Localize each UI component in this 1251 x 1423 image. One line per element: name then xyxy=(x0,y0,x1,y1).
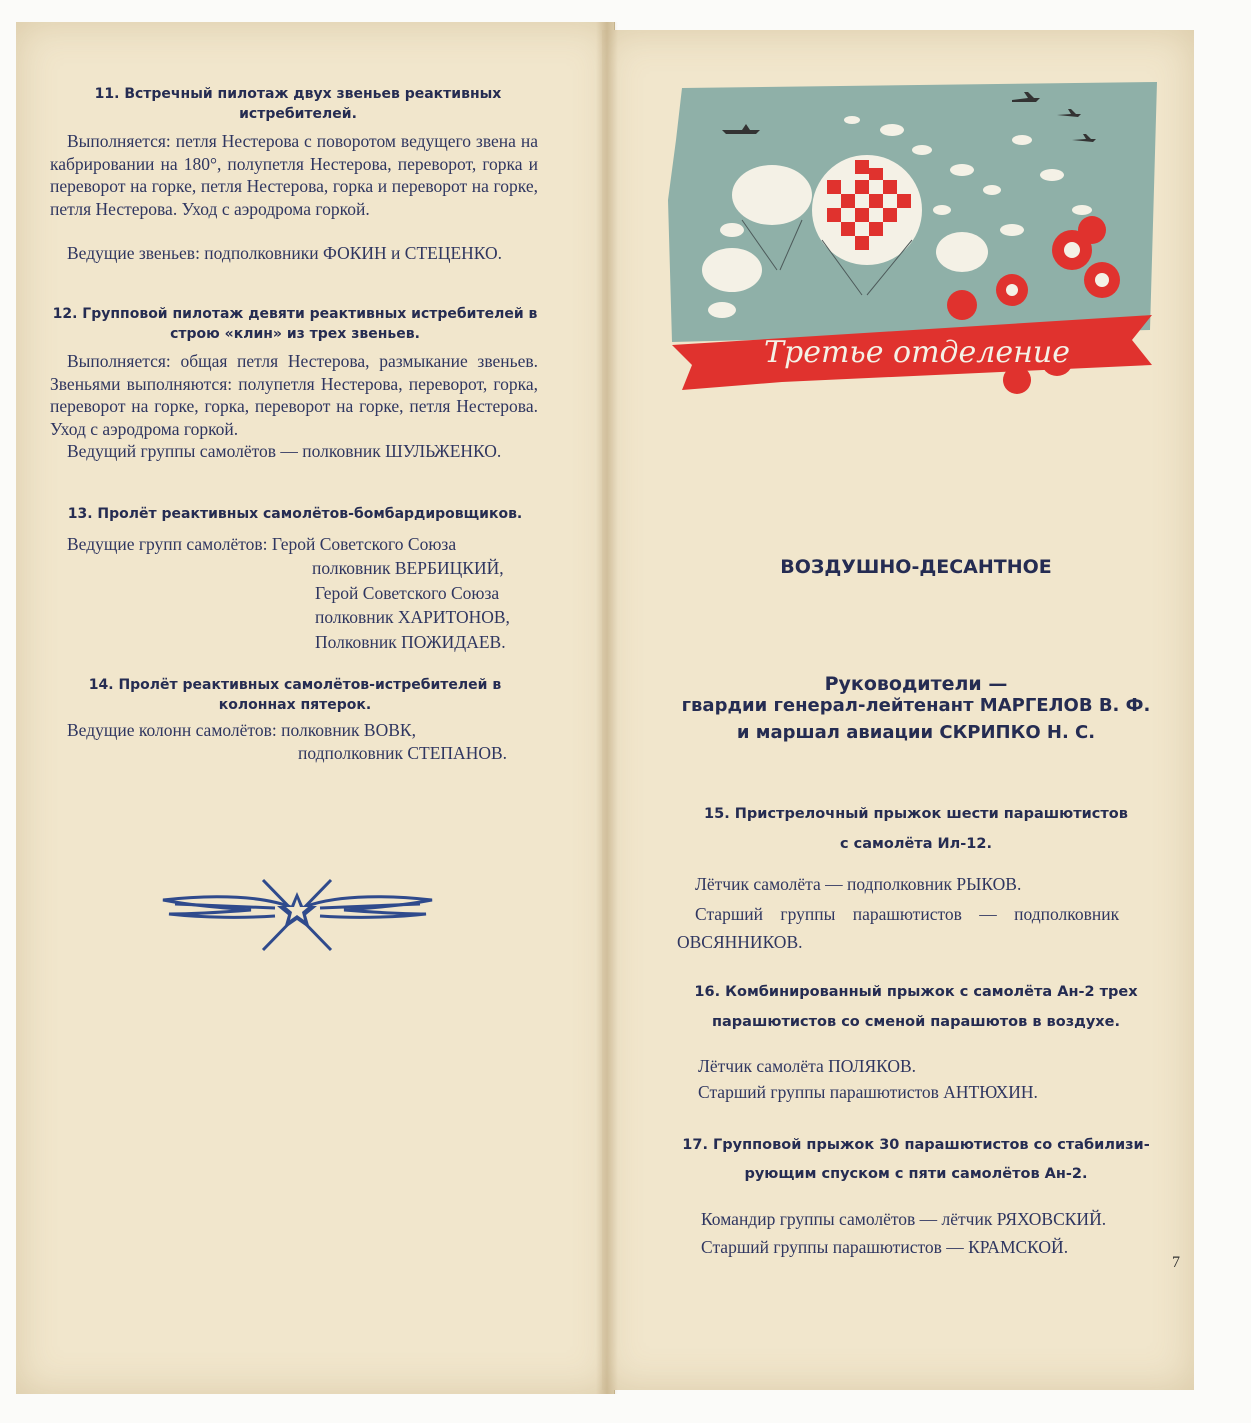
section-14-title: 14. Пролёт реактивных самолётов-истребителей в колоннах пятерок. xyxy=(88,677,502,713)
air-force-emblem-icon xyxy=(155,868,440,958)
section-14-line: Ведущие колонн самолётов: полковник ВОВК, xyxy=(67,720,416,740)
section-14-line: подполковник СТЕПАНОВ. xyxy=(298,743,508,763)
section-17-line: Командир группы самолётов — лётчик РЯХОВСКИЙ. xyxy=(701,1209,1107,1229)
section-17-line: Старший группы парашютистов — КРАМСКОЙ. xyxy=(701,1237,1069,1257)
section-17-title: 17. Групповой прыжок 30 парашютистов со стабилизи- xyxy=(682,1137,1150,1153)
leaders-label: Руководители — xyxy=(824,673,1008,695)
section-16-title: 16. Комбинированный прыжок с самолёта Ан-2 трех xyxy=(694,984,1138,1000)
page-number: 7 xyxy=(1172,1254,1180,1271)
section-16-line: Старший группы парашютистов АНТЮХИН. xyxy=(698,1082,1038,1102)
section-15-line: Старший группы парашютистов — подполковник xyxy=(695,904,1120,924)
section-11-body: Выполняется: петля Нестерова с поворотом ведущего звена на кабрировании на 180°, полупетля Нестерова, переворот, горка и переворот на горке, петля Нестерова, горка и переворот на горке, петля Нестерова. Уход с аэродрома горкой. xyxy=(50,131,538,219)
section-12-body: Выполняется: общая петля Нестерова, размыкание звеньев. Звеньями выполняются: полупетля Нестерова, переворот, горка, переворот на горке, горка, переворот на горке, петля Нестерова. Уход с аэродрома горкой. xyxy=(50,351,538,439)
section-16-title: парашютистов со сменой парашютов в воздухе. xyxy=(712,1014,1120,1030)
section-13-title: 13. Пролёт реактивных самолётов-бомбардировщиков. xyxy=(67,506,523,522)
section-11-title: 11. Встречный пилотаж двух звеньев реактивных истребителей. xyxy=(94,86,502,122)
book-spine xyxy=(596,22,618,1394)
division-title: ВОЗДУШНО-ДЕСАНТНОЕ xyxy=(780,556,1052,578)
section-15-title: с самолёта Ил-12. xyxy=(840,836,992,852)
leader-1: гвардии генерал-лейтенант МАРГЕЛОВ В. Ф. xyxy=(681,695,1151,716)
banner-title: Третье отделение xyxy=(763,335,1071,370)
section-13-line: Ведущие групп самолётов: Герой Советского Союза xyxy=(67,534,457,554)
section-13-line: полковник ВЕРБИЦКИЙ, xyxy=(312,558,504,578)
section-15-line: ОВСЯННИКОВ. xyxy=(677,932,803,952)
section-12-title: 12. Групповой пилотаж девяти реактивных истребителей в строю «клин» из трех звеньев. xyxy=(52,306,538,342)
section-15-title: 15. Пристрелочный прыжок шести парашютистов xyxy=(704,806,1128,822)
parachute-illustration xyxy=(662,80,1162,410)
section-11-leaders: Ведущие звеньев: подполковники ФОКИН и СТЕЦЕНКО. xyxy=(67,243,503,263)
section-13-line: Герой Советского Союза xyxy=(315,583,500,603)
section-15-line: Лётчик самолёта — подполковник РЫКОВ. xyxy=(695,874,1022,894)
section-16-line: Лётчик самолёта ПОЛЯКОВ. xyxy=(698,1056,917,1076)
section-12-leaders: Ведущий группы самолётов — полковник ШУЛЬЖЕНКО. xyxy=(67,441,502,461)
section-13-line: Полковник ПОЖИДАЕВ. xyxy=(315,632,506,652)
section-13-line: полковник ХАРИТОНОВ, xyxy=(315,607,510,627)
section-17-title: рующим спуском с пяти самолётов Ан-2. xyxy=(744,1166,1088,1182)
leader-2: и маршал авиации СКРИПКО Н. С. xyxy=(736,722,1096,743)
